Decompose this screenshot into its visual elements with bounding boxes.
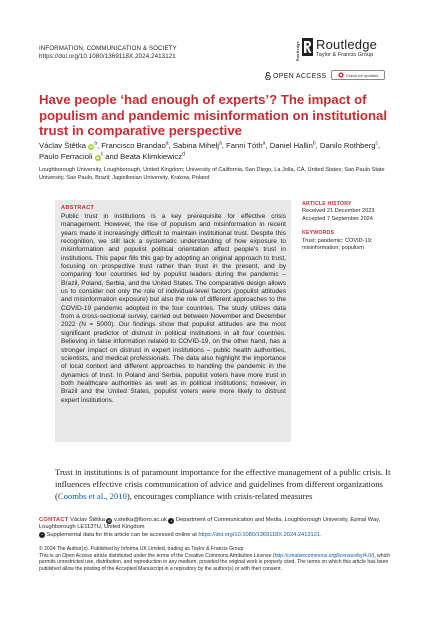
- supplemental-link[interactable]: https://doi.org/10.1080/1369118X.2024.2413121.: [198, 531, 322, 538]
- open-lock-icon: [265, 72, 271, 80]
- author-5[interactable]: Daniel Hallin: [269, 141, 313, 150]
- body-text-end: ), encourages compliance with crisis-related measures: [126, 490, 313, 501]
- open-access-text: OPEN ACCESS: [273, 72, 327, 80]
- author-7[interactable]: Paulo Ferracioli: [39, 151, 93, 161]
- journal-name: INFORMATION, COMMUNICATION & SOCIETY: [39, 45, 177, 52]
- license-text: [39, 553, 401, 573]
- author-8[interactable]: Beata Klimkiewicz: [120, 151, 183, 161]
- article-history-heading: ARTICLE HISTORY: [302, 201, 352, 207]
- contact-name: Václav Štětka: [70, 517, 105, 523]
- license-suffix: ), which permits unrestricted use, distribution, and reproduction in any medium, provided the original work is properly cited. The terms on which this article has been published allow the posting of the Accepted Manuscript in a repository by the author(s) or with their consent.: [39, 552, 391, 573]
- copyright-line: © 2024 The Author(s). Published by Informa UK Limited, trading as Taylor & Francis Group: [39, 546, 244, 552]
- orcid-icon[interactable]: iD: [89, 145, 93, 149]
- received-date: Received 21 December 2023: [302, 208, 375, 215]
- abstract-text: Public trust in institutions is a key prerequisite for effective crisis management. However, the rise of populism and misinformation in recent years made it increasingly difficult to maintain institutional trust. Despite this recognition, we still lack a systematic understanding of how exposure to misinformation and populist political orientation affect people’s trust in institutions. This paper fills this gap by adopting an original approach to trust, focusing on prospective trust rather than trust in the present, and by comparing four countries led by populist leaders during the pandemic – Brazil, Poland, Serbia, and the United States. The comparative design allows us to consider not only the role of individual-level factors (populist attitudes and misinformation exposure) but also the role of different approaches to the COVID-19 pandemic adopted in the four countries. The study utilizes data from a cross-sectional survey, carried out between November and December 2022 (N = 5000). Our findings show that populist attitudes are the most significant predictor of distrust in political institutions in all four countries. Believing in false information related to COVID-19, on the other hand, has a stronger impact on distrust in expert institutions – public health authorities, scientists, and medical professionals. The data also highlight the importance of local context and different approaches to handling the pandemic in the dynamics of trust. In Poland and Serbia, populist voters have more trust in both healthcare authorities as well as in political institutions; however, in Brazil and the United States, populist voters were more likely to distrust expert institutions.: [61, 213, 286, 404]
- affiliations: Loughborough University, Loughborough, United Kingdom; University of California, San Diego, La Jolla, CA, United States; Sao Paulo State University, Sao Paulo, Brazil; Jagiellonian University, Krakow, Poland: [39, 167, 385, 181]
- contact-block: [39, 517, 401, 539]
- author-4[interactable]: Fanni Tóth: [226, 141, 263, 150]
- license-block: [39, 546, 401, 573]
- citation-link[interactable]: Coombs et al., 2010: [57, 490, 127, 501]
- email-icon: @: [107, 517, 112, 523]
- author-2[interactable]: Francisco Brandao: [101, 141, 166, 150]
- abstract-heading: ABSTRACT: [61, 205, 95, 211]
- article-title: Have people ‘had enough of experts’? The impact of populism and pandemic misinformation on institutional trust in comparative perspective: [39, 92, 388, 139]
- supplemental-text: Supplemental data for this article can be accessed online at: [46, 531, 197, 538]
- accepted-date: Accepted 7 September 2024: [302, 215, 373, 222]
- body-paragraph: [55, 467, 395, 502]
- keywords-heading: KEYWORDS: [302, 230, 335, 237]
- publisher-logo: [296, 38, 377, 62]
- abstract-box: [55, 200, 291, 442]
- publisher-subtitle: Taylor & Francis Group: [316, 52, 374, 58]
- license-link[interactable]: http://creativecommons.org/licenses/by/4.0/: [274, 552, 373, 559]
- author-3[interactable]: Sabina Mihelj: [172, 141, 219, 150]
- check-updates-label: Check for updates: [345, 72, 379, 78]
- author-6[interactable]: Danilo Rothberg: [319, 141, 376, 150]
- contact-department: Department of Communication and Media, Loughborough University, Epinal Way, Loughborough LE113TU, United Kingdom: [39, 517, 381, 531]
- license-prefix: This is an Open Access article distributed under the terms of the Creative Commons Attribution License (: [39, 552, 275, 559]
- orcid-icon[interactable]: iD: [95, 155, 100, 160]
- open-access-label: [265, 72, 326, 80]
- routledge-logo-icon: [302, 38, 313, 56]
- logo-vertical-text: Routledge: [296, 41, 300, 61]
- publisher-name: Routledge: [316, 37, 378, 52]
- supplemental-icon: +: [40, 532, 44, 538]
- contact-email[interactable]: v.stetka@lboro.ac.uk: [114, 517, 167, 523]
- journal-header: [39, 45, 177, 62]
- body-text-start: Trust in institutions is of paramount importance for the effective management of a public crisis. It influences effective crisis communication of advice and guidelines from different organizations (: [55, 467, 391, 501]
- keywords-list: Trust; pandemic; COVID-19; misinformation; populism: [302, 237, 373, 252]
- refresh-icon: [338, 72, 344, 78]
- contact-heading: CONTACT: [39, 517, 69, 523]
- doi-link[interactable]: https://doi.org/10.1080/1369118X.2024.2413121: [39, 53, 176, 61]
- author-list: Václav Štětka $iD^a$, Francisco Brandao$^a$, Sabina Mihelj$^a$, Fanni Tóth$^a$, Daniel Hallin$^b$, Danilo Rothberg$^c$, Paulo Ferracioli $iD^c$ and Beata Klimkiewicz$^d$: [39, 140, 381, 161]
- check-updates-button[interactable]: [331, 70, 385, 80]
- location-icon: •: [168, 518, 174, 524]
- article-sidebar: [302, 201, 402, 252]
- author-1[interactable]: Václav Štětka: [39, 141, 87, 150]
